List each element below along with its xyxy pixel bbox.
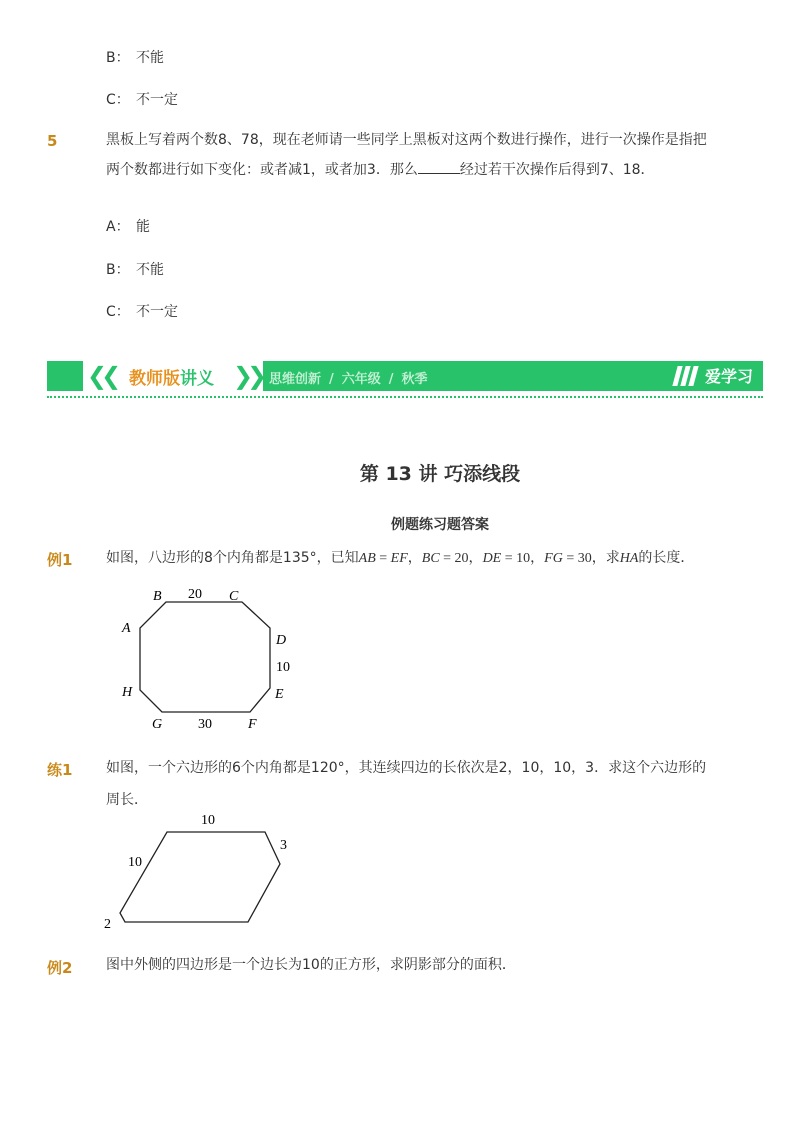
math-var: EF bbox=[390, 551, 408, 566]
question-text-part: 经过若干次操作后得到7、18． bbox=[459, 162, 655, 178]
option-key: B： bbox=[106, 50, 130, 66]
practice-line: 周长． bbox=[106, 792, 148, 808]
edge-length-label: 20 bbox=[188, 587, 202, 602]
breadcrumb-item: 秋季 bbox=[401, 372, 428, 387]
vertex-label: F bbox=[248, 717, 257, 732]
math-var: BC bbox=[421, 551, 440, 566]
edge-length-label: 10 bbox=[276, 660, 290, 675]
banner-title-part: 教师版 bbox=[129, 368, 180, 389]
option-text: 能 bbox=[136, 219, 150, 235]
question-line: 黑板上写着两个数8、78，现在老师请一些同学上黑板对这两个数进行操作，进行一次操作是指把 bbox=[106, 132, 707, 148]
example-2-text: 图中外侧的四边形是一个边长为10的正方形，求阴影部分的面积． bbox=[106, 957, 516, 973]
math-var: HA bbox=[619, 551, 639, 566]
option-text: 不能 bbox=[136, 262, 164, 278]
octagon-shape bbox=[140, 602, 270, 712]
option-key: B： bbox=[106, 262, 130, 278]
banner-divider bbox=[47, 396, 763, 398]
vertex-label: A bbox=[122, 621, 131, 636]
text-part: 如图，八边形的8个内角都是135°，已知 bbox=[106, 550, 359, 566]
math-var: AB bbox=[358, 551, 376, 566]
example-label: 例1 bbox=[47, 551, 73, 569]
text-part: ， bbox=[407, 550, 422, 566]
section-title: 例题练习题答案 bbox=[391, 517, 489, 533]
option-text: 不一定 bbox=[136, 304, 178, 320]
math-op: = bbox=[375, 551, 391, 566]
question-5-text bbox=[106, 125, 746, 185]
brand-name: 爱学习 bbox=[704, 367, 753, 386]
banner-tag bbox=[83, 361, 263, 391]
hexagon-shape bbox=[120, 832, 280, 922]
edge-length-label: 30 bbox=[198, 717, 212, 732]
page-header-banner bbox=[47, 361, 763, 391]
option-text: 不能 bbox=[136, 50, 164, 66]
breadcrumb-item: 六年级 bbox=[341, 372, 381, 387]
brand-mark-icon bbox=[675, 366, 699, 386]
math-op: = 10， bbox=[501, 551, 545, 566]
example-label: 例2 bbox=[47, 959, 73, 977]
option-key: C： bbox=[106, 92, 130, 108]
q4-option-c[interactable] bbox=[106, 89, 178, 109]
brand-logo bbox=[675, 364, 753, 387]
vertex-label: C bbox=[229, 589, 239, 604]
vertex-label: B bbox=[153, 589, 162, 604]
text-part: 的长度． bbox=[638, 550, 695, 566]
math-var: DE bbox=[482, 551, 502, 566]
edge-length-label: 3 bbox=[280, 838, 287, 853]
practice-1-text bbox=[106, 752, 766, 816]
question-line-2 bbox=[106, 155, 746, 185]
lecture-title: 第 13 讲 巧添线段 bbox=[359, 463, 521, 485]
example-1-text bbox=[106, 543, 766, 574]
q5-option-b[interactable] bbox=[106, 259, 164, 279]
option-key: C： bbox=[106, 304, 130, 320]
question-number: 5 bbox=[47, 132, 58, 150]
hexagon-figure bbox=[100, 808, 300, 938]
option-text: 不一定 bbox=[136, 92, 178, 108]
practice-line: 如图，一个六边形的6个内角都是120°，其连续四边的长依次是2，10，10，3．求这个六边形的 bbox=[106, 760, 707, 776]
question-text-part: 两个数都进行如下变化：或者减1，或者加3．那么 bbox=[106, 162, 418, 178]
double-chevron-right-icon: ❯❯ bbox=[233, 362, 262, 390]
breadcrumb-separator: / bbox=[388, 372, 394, 387]
edge-length-label: 2 bbox=[104, 917, 111, 932]
vertex-label: H bbox=[122, 685, 133, 700]
banner-title-part: 讲义 bbox=[180, 368, 214, 389]
breadcrumb-item: 思维创新 bbox=[269, 372, 322, 387]
vertex-label: G bbox=[152, 717, 163, 732]
practice-label: 练1 bbox=[47, 761, 73, 779]
answer-blank[interactable] bbox=[418, 159, 460, 174]
breadcrumb-separator: / bbox=[329, 372, 334, 387]
octagon-figure bbox=[100, 580, 320, 740]
math-var: FG bbox=[544, 551, 563, 566]
double-chevron-left-icon: ❮❮ bbox=[87, 362, 116, 390]
breadcrumb bbox=[269, 368, 428, 387]
math-op: = 30，求 bbox=[562, 551, 620, 566]
q5-option-a[interactable] bbox=[106, 216, 150, 236]
vertex-label: E bbox=[275, 687, 284, 702]
math-op: = 20， bbox=[439, 551, 483, 566]
edge-length-label: 10 bbox=[128, 855, 142, 870]
vertex-label: D bbox=[276, 633, 287, 648]
banner-title bbox=[129, 364, 214, 389]
q5-option-c[interactable] bbox=[106, 301, 178, 321]
option-key: A： bbox=[106, 219, 130, 235]
edge-length-label: 10 bbox=[201, 813, 215, 828]
q4-option-b[interactable] bbox=[106, 47, 164, 67]
